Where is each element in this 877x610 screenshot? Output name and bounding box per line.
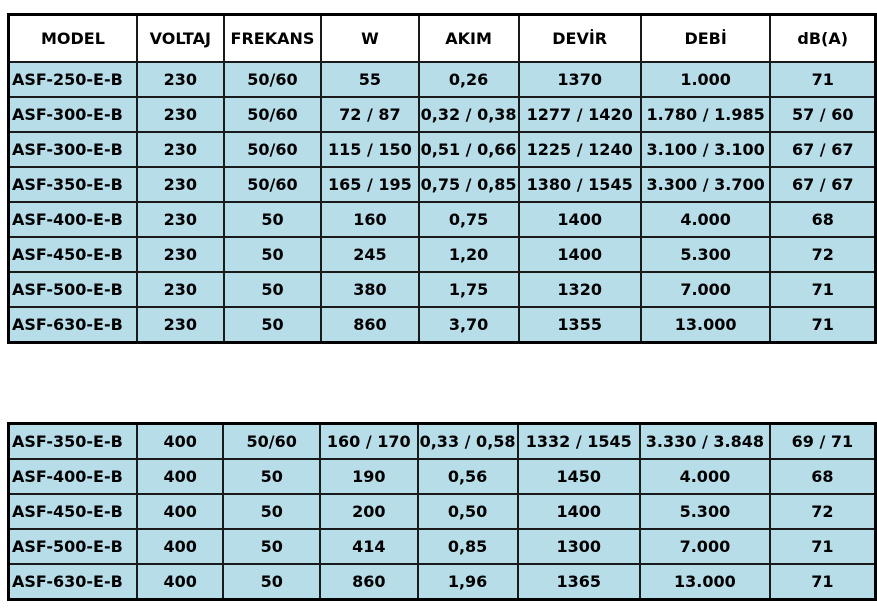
- cell-w: 860: [320, 564, 418, 600]
- header-row: [9, 15, 876, 63]
- cell-voltaj: 230: [137, 62, 224, 97]
- cell-voltaj: 230: [137, 132, 224, 167]
- header-voltaj: VOLTAJ: [137, 15, 224, 63]
- cell-akim: 0,56: [418, 459, 518, 494]
- table-body: [9, 62, 876, 343]
- cell-akim: 0,51 / 0,66: [419, 132, 519, 167]
- cell-debi: 3.100 / 3.100: [641, 132, 771, 167]
- cell-model: ASF-400-E-B: [9, 202, 137, 237]
- cell-frekans: 50/60: [224, 167, 321, 202]
- cell-voltaj: 400: [137, 424, 223, 460]
- cell-frekans: 50: [223, 529, 320, 564]
- cell-frekans: 50/60: [224, 97, 321, 132]
- cell-devir: 1355: [519, 307, 641, 343]
- cell-voltaj: 230: [137, 237, 224, 272]
- cell-voltaj: 400: [137, 529, 223, 564]
- header-model: MODEL: [9, 15, 137, 63]
- cell-db: 71: [770, 564, 876, 600]
- cell-devir: 1370: [519, 62, 641, 97]
- cell-w: 190: [320, 459, 418, 494]
- cell-debi: 1.000: [641, 62, 771, 97]
- cell-voltaj: 230: [137, 272, 224, 307]
- cell-debi: 3.300 / 3.700: [641, 167, 771, 202]
- cell-voltaj: 230: [137, 307, 224, 343]
- header-akim: AKIM: [419, 15, 519, 63]
- table-row: [9, 307, 876, 343]
- cell-model: ASF-350-E-B: [9, 167, 137, 202]
- table-row: [9, 167, 876, 202]
- cell-model: ASF-300-E-B: [9, 132, 137, 167]
- cell-devir: 1365: [518, 564, 641, 600]
- cell-model: ASF-450-E-B: [9, 237, 137, 272]
- table-row: [9, 97, 876, 132]
- cell-db: 71: [770, 529, 876, 564]
- cell-db: 68: [770, 459, 876, 494]
- cell-akim: 0,32 / 0,38: [419, 97, 519, 132]
- cell-frekans: 50: [224, 202, 321, 237]
- cell-debi: 7.000: [641, 272, 771, 307]
- cell-db: 71: [770, 307, 875, 343]
- cell-db: 68: [770, 202, 875, 237]
- cell-model: ASF-350-E-B: [9, 424, 138, 460]
- table-row: [9, 459, 876, 494]
- table-header: [9, 15, 876, 63]
- cell-devir: 1400: [518, 494, 641, 529]
- cell-akim: 1,96: [418, 564, 518, 600]
- table-body: [9, 424, 876, 600]
- cell-frekans: 50: [224, 307, 321, 343]
- cell-akim: 0,75 / 0,85: [419, 167, 519, 202]
- cell-db: 72: [770, 237, 875, 272]
- cell-model: ASF-250-E-B: [9, 62, 137, 97]
- cell-model: ASF-500-E-B: [9, 529, 138, 564]
- cell-db: 69 / 71: [770, 424, 876, 460]
- cell-akim: 0,75: [419, 202, 519, 237]
- spec-table-400v: [7, 422, 877, 601]
- cell-model: ASF-630-E-B: [9, 307, 137, 343]
- cell-w: 55: [321, 62, 418, 97]
- cell-voltaj: 400: [137, 494, 223, 529]
- cell-db: 71: [770, 62, 875, 97]
- cell-w: 72 / 87: [321, 97, 418, 132]
- cell-voltaj: 230: [137, 202, 224, 237]
- cell-frekans: 50: [223, 564, 320, 600]
- table-row: [9, 424, 876, 460]
- cell-akim: 0,26: [419, 62, 519, 97]
- header-devir: DEVİR: [519, 15, 641, 63]
- table-row: [9, 494, 876, 529]
- cell-debi: 7.000: [640, 529, 770, 564]
- cell-frekans: 50: [224, 272, 321, 307]
- cell-voltaj: 400: [137, 564, 223, 600]
- cell-frekans: 50: [224, 237, 321, 272]
- table-row: [9, 529, 876, 564]
- cell-model: ASF-450-E-B: [9, 494, 138, 529]
- cell-debi: 5.300: [641, 237, 771, 272]
- spec-table-230v: [7, 13, 877, 344]
- cell-debi: 13.000: [640, 564, 770, 600]
- cell-frekans: 50/60: [224, 62, 321, 97]
- cell-model: ASF-400-E-B: [9, 459, 138, 494]
- cell-w: 165 / 195: [321, 167, 418, 202]
- cell-akim: 0,33 / 0,58: [418, 424, 518, 460]
- cell-debi: 5.300: [640, 494, 770, 529]
- cell-akim: 3,70: [419, 307, 519, 343]
- cell-w: 200: [320, 494, 418, 529]
- table-row: [9, 564, 876, 600]
- cell-devir: 1332 / 1545: [518, 424, 641, 460]
- cell-devir: 1380 / 1545: [519, 167, 641, 202]
- cell-debi: 3.330 / 3.848: [640, 424, 770, 460]
- header-frekans: FREKANS: [224, 15, 321, 63]
- cell-frekans: 50/60: [224, 132, 321, 167]
- cell-devir: 1400: [519, 237, 641, 272]
- cell-debi: 13.000: [641, 307, 771, 343]
- cell-devir: 1277 / 1420: [519, 97, 641, 132]
- table-row: [9, 202, 876, 237]
- cell-db: 67 / 67: [770, 167, 875, 202]
- cell-model: ASF-300-E-B: [9, 97, 137, 132]
- cell-debi: 4.000: [641, 202, 771, 237]
- cell-w: 245: [321, 237, 418, 272]
- cell-frekans: 50/60: [223, 424, 320, 460]
- table-row: [9, 62, 876, 97]
- cell-debi: 1.780 / 1.985: [641, 97, 771, 132]
- cell-db: 67 / 67: [770, 132, 875, 167]
- cell-voltaj: 400: [137, 459, 223, 494]
- cell-model: ASF-500-E-B: [9, 272, 137, 307]
- cell-w: 380: [321, 272, 418, 307]
- table-row: [9, 272, 876, 307]
- cell-w: 414: [320, 529, 418, 564]
- cell-devir: 1225 / 1240: [519, 132, 641, 167]
- cell-akim: 1,20: [419, 237, 519, 272]
- cell-db: 71: [770, 272, 875, 307]
- cell-frekans: 50: [223, 494, 320, 529]
- cell-voltaj: 230: [137, 97, 224, 132]
- table-row: [9, 132, 876, 167]
- cell-akim: 0,85: [418, 529, 518, 564]
- table-row: [9, 237, 876, 272]
- cell-frekans: 50: [223, 459, 320, 494]
- cell-db: 72: [770, 494, 876, 529]
- header-w: W: [321, 15, 418, 63]
- cell-akim: 0,50: [418, 494, 518, 529]
- cell-debi: 4.000: [640, 459, 770, 494]
- cell-devir: 1320: [519, 272, 641, 307]
- cell-voltaj: 230: [137, 167, 224, 202]
- cell-akim: 1,75: [419, 272, 519, 307]
- header-debi: DEBİ: [641, 15, 771, 63]
- cell-w: 860: [321, 307, 418, 343]
- header-db: dB(A): [770, 15, 875, 63]
- cell-db: 57 / 60: [770, 97, 875, 132]
- cell-devir: 1400: [519, 202, 641, 237]
- cell-w: 115 / 150: [321, 132, 418, 167]
- cell-w: 160: [321, 202, 418, 237]
- cell-devir: 1300: [518, 529, 641, 564]
- cell-devir: 1450: [518, 459, 641, 494]
- cell-model: ASF-630-E-B: [9, 564, 138, 600]
- cell-w: 160 / 170: [320, 424, 418, 460]
